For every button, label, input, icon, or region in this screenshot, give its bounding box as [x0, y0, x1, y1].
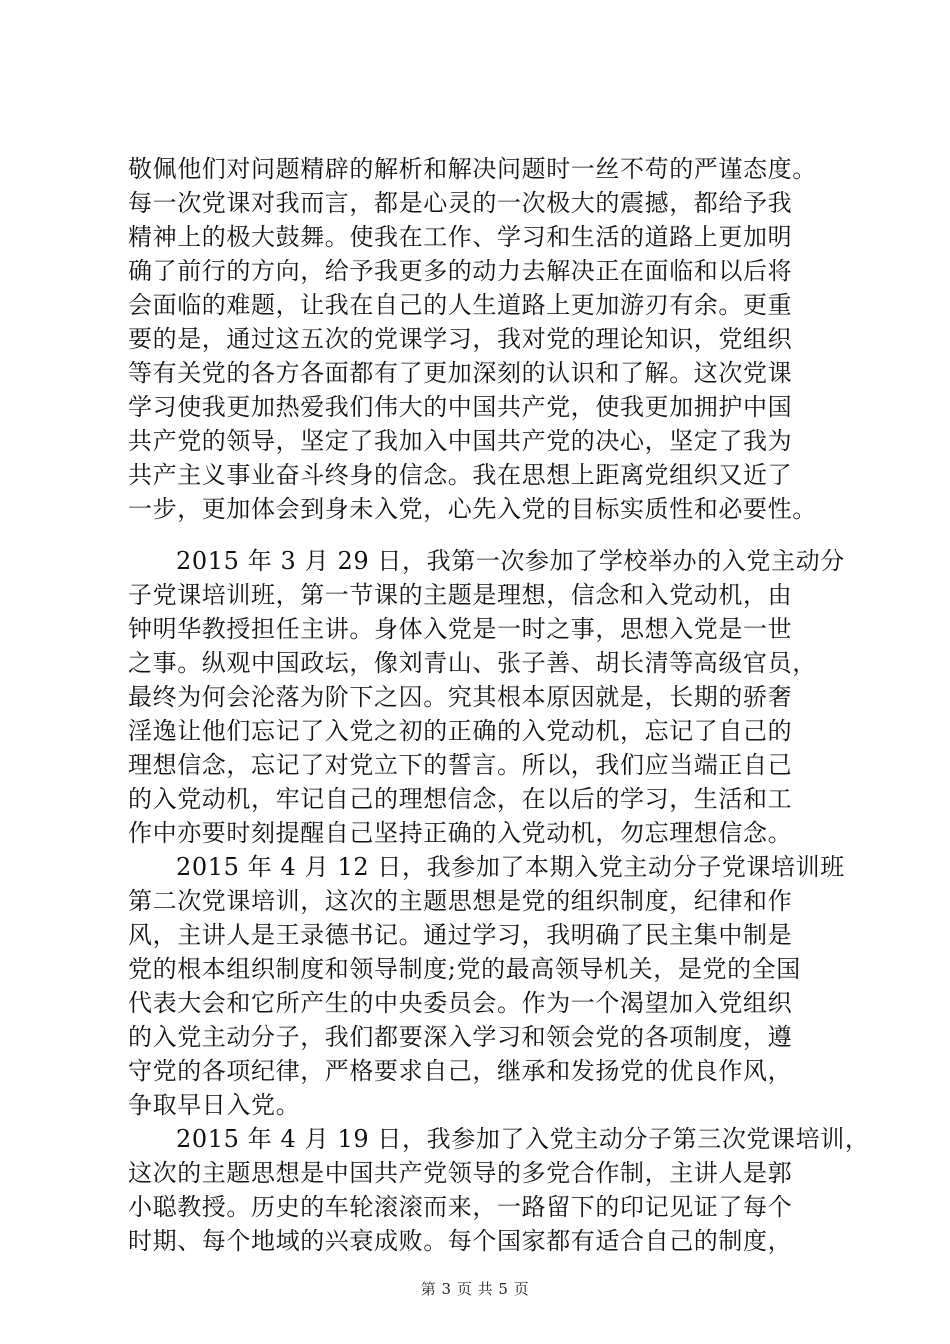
text-line: 之事。纵观中国政坛，像刘青山、张子善、胡长清等高级官员， [128, 649, 817, 677]
text-line: 理想信念，忘记了对党立下的誓言。所以，我们应当端正自己 [128, 751, 793, 779]
text-line: 风，主讲人是王录德书记。通过学习，我明确了民主集中制是 [128, 921, 793, 949]
text-line: 确了前行的方向，给予我更多的动力去解决正在面临和以后将 [128, 257, 793, 285]
paragraph-april-19 [128, 1122, 870, 1258]
page-number-footer: 第 3 页 共 5 页 [420, 1280, 530, 1298]
text-line: 淫逸让他们忘记了入党之初的正确的入党动机，忘记了自己的 [128, 717, 793, 745]
text-line: 小聪教授。历史的车轮滚滚而来，一路留下的印记见证了每个 [128, 1193, 793, 1221]
text-line: 学习使我更加热爱我们伟大的中国共产党，使我更加拥护中国 [128, 393, 793, 421]
text-line: 的入党主动分子，我们都要深入学习和领会党的各项制度，遵 [128, 1023, 793, 1051]
paragraph-continuation [128, 152, 848, 526]
text-line: 守党的各项纪律，严格要求自己，继承和发扬党的优良作风， [128, 1057, 793, 1085]
paragraph-march-29 [128, 544, 848, 850]
text-line: 共产党的领导，坚定了我加入中国共产党的决心，坚定了我为 [128, 427, 793, 455]
text-line: 党的根本组织制度和领导制度;党的最高领导机关，是党的全国 [128, 955, 801, 983]
text-line: 子党课培训班，第一节课的主题是理想，信念和入党动机，由 [128, 581, 793, 609]
text-line: 会面临的难题，让我在自己的人生道路上更加游刃有余。更重 [128, 291, 793, 319]
text-line: 2015 年 4 月 12 日，我参加了本期入党主动分子党课培训班 [176, 853, 845, 881]
text-line: 最终为何会沦落为阶下之囚。究其根本原因就是，长期的骄奢 [128, 683, 793, 711]
text-line: 作中亦要时刻提醒自己坚持正确的入党动机，勿忘理想信念。 [128, 819, 793, 847]
text-line: 精神上的极大鼓舞。使我在工作、学习和生活的道路上更加明 [128, 223, 793, 251]
text-line: 第二次党课培训，这次的主题思想是党的组织制度，纪律和作 [128, 887, 793, 915]
text-line: 要的是，通过这五次的党课学习，我对党的理论知识，党组织 [128, 325, 793, 353]
text-line: 代表大会和它所产生的中央委员会。作为一个渴望加入党组织 [128, 989, 793, 1017]
text-line: 共产主义事业奋斗终身的信念。我在思想上距离党组织又近了 [128, 461, 793, 489]
text-line: 2015 年 4 月 19 日，我参加了入党主动分子第三次党课培训， [176, 1125, 870, 1153]
text-line: 的入党动机，牢记自己的理想信念，在以后的学习，生活和工 [128, 785, 793, 813]
paragraph-april-12 [128, 850, 848, 1122]
text-line: 2015 年 3 月 29 日，我第一次参加了学校举办的入党主动分 [176, 547, 845, 575]
text-line: 每一次党课对我而言，都是心灵的一次极大的震撼，都给予我 [128, 189, 793, 217]
text-line: 这次的主题思想是中国共产党领导的多党合作制，主讲人是郭 [128, 1159, 793, 1187]
text-line: 钟明华教授担任主讲。身体入党是一时之事，思想入党是一世 [128, 615, 793, 643]
text-line: 时期、每个地域的兴衰成败。每个国家都有适合自己的制度， [128, 1227, 793, 1255]
text-line: 一步，更加体会到身未入党，心先入党的目标实质性和必要性。 [128, 495, 817, 523]
text-line: 敬佩他们对问题精辟的解析和解决问题时一丝不苟的严谨态度。 [128, 155, 817, 183]
text-line: 等有关党的各方各面都有了更加深刻的认识和了解。这次党课 [128, 359, 793, 387]
text-line: 争取早日入党。 [128, 1091, 301, 1119]
body-paragraphs [128, 544, 870, 1258]
